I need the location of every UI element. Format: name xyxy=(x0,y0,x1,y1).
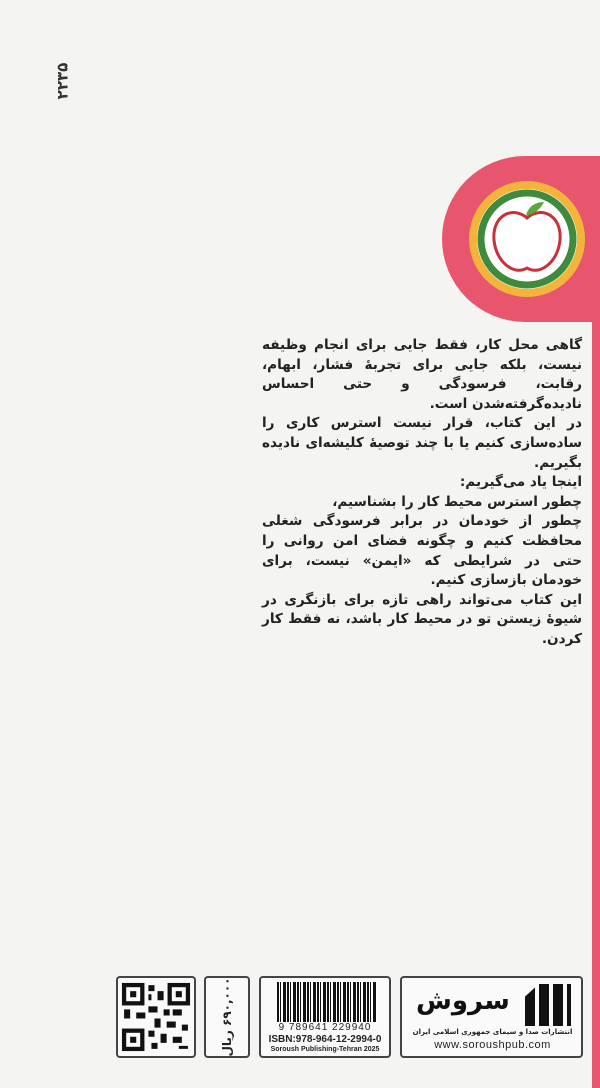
spine-code: ۲۲۳۵ xyxy=(53,62,72,100)
isbn: ISBN:978-964-12-2994-0 xyxy=(268,1034,382,1045)
publisher-subtitle: انتشارات صدا و سیمای جمهوری اسلامی ایران xyxy=(412,1028,573,1036)
qr-code-icon xyxy=(118,978,194,1056)
apple-logo-icon xyxy=(464,176,590,302)
blurb-paragraph: این کتاب می‌تواند راهی تازه برای بازنگری در شیوهٔ زیستن تو در محیط کار باشد، نه فقط کار کردن. xyxy=(262,591,582,647)
publisher-line: Soroush Publishing-Tehran 2025 xyxy=(270,1046,380,1053)
publisher-name: سروش xyxy=(416,986,510,1016)
publisher-url: www.soroushpub.com xyxy=(434,1039,551,1051)
publisher-box xyxy=(400,976,583,1058)
barcode-digits: 9 789641 229940 xyxy=(278,1022,372,1033)
blurb-paragraph: در این کتاب، قرار نیست استرس کاری را ساده‌سازی کنیم یا با چند توصیهٔ کلیشه‌ای نادیده بگیریم. xyxy=(262,415,582,471)
barcode-box xyxy=(259,976,391,1058)
qr-code-box xyxy=(116,976,196,1058)
price-box xyxy=(204,976,250,1058)
accent-stripe xyxy=(592,300,600,1088)
blurb-paragraph: گاهی محل کار، فقط جایی برای انجام وظیفه نیست، بلکه جایی برای تجربهٔ فشار، ابهام، رقابت، فرسودگی و حتی احساس نادیده‌گرفته‌شدن است. xyxy=(262,337,582,412)
blurb-paragraph: چطور استرس محیط کار را بشناسیم، xyxy=(332,493,582,510)
publisher-logo-icon xyxy=(525,984,571,1026)
barcode-icon xyxy=(277,982,377,1022)
back-cover-blurb xyxy=(262,336,582,650)
blurb-paragraph: اینجا یاد می‌گیریم: xyxy=(459,474,582,491)
blurb-paragraph: چطور از خودمان در برابر فرسودگی شغلی محافظت کنیم و چگونه فضای امن روانی را حتی در شرایطی که «ایمن» نیست، برای خودمان بازسازی کنیم. xyxy=(262,513,582,589)
price: ۶۹۰,۰۰۰ ریال xyxy=(220,977,234,1057)
